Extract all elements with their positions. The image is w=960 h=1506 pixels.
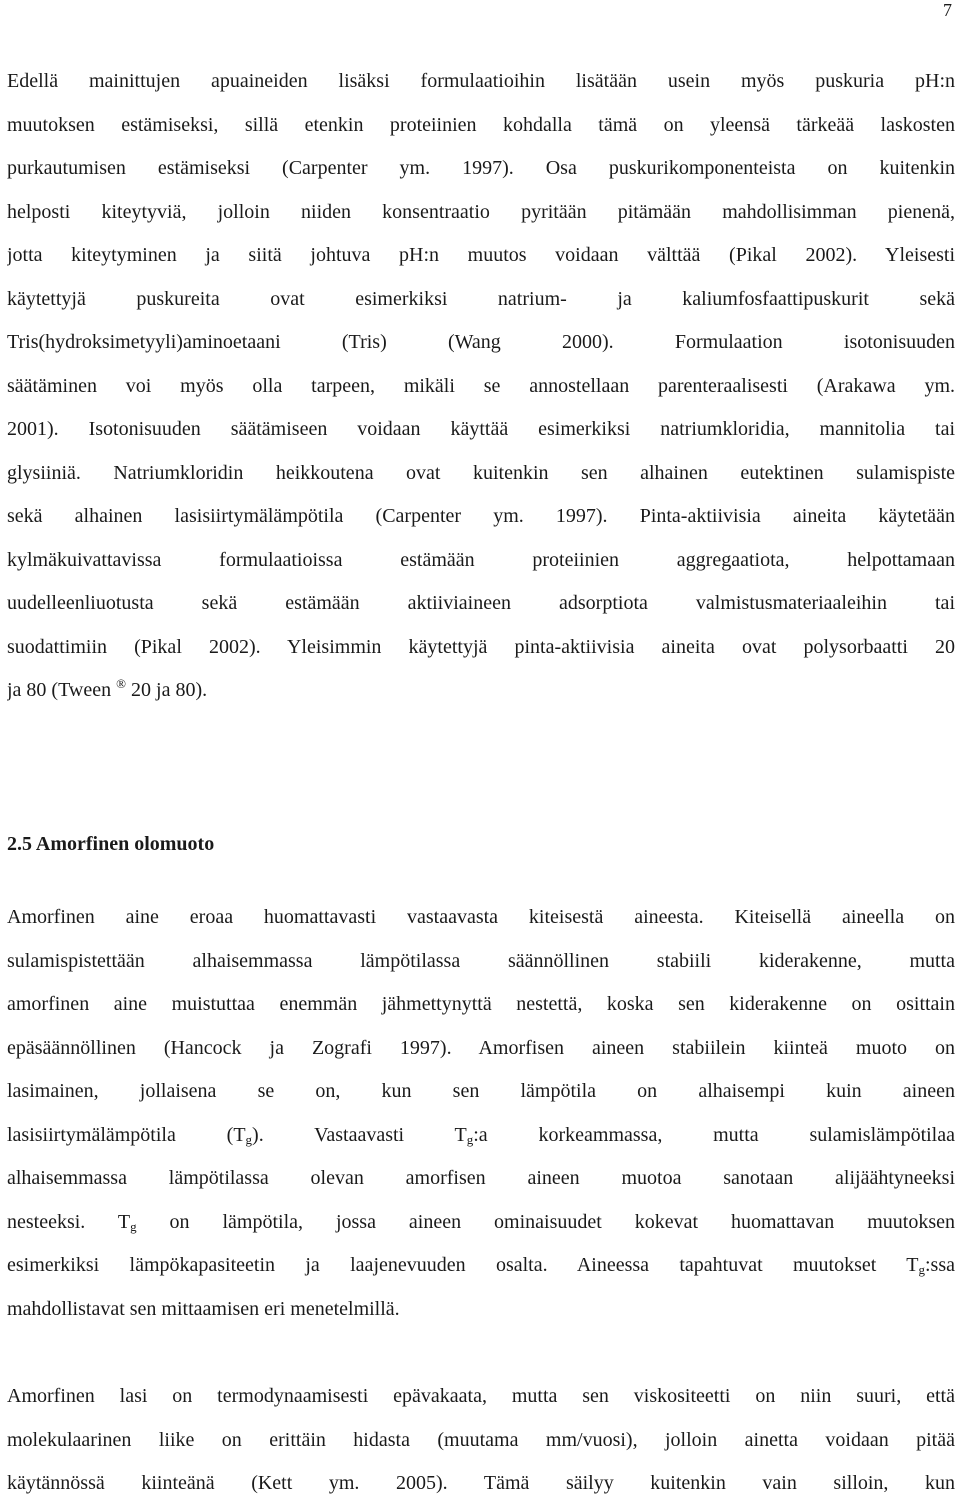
text-line: Amorfinen lasi on termodynaamisesti epävakaata, mutta sen viskositeetti on niin suuri, että [7,1385,955,1407]
text-fragment: lasisiirtymälämpötila (T [7,1123,246,1146]
text-line: glysiiniä. Natriumkloridin heikkoutena ovat kuitenkin sen alhainen eutektinen sulamispiste [7,461,955,484]
text-fragment: ). Vastaavasti T [252,1123,467,1146]
subscript: g [245,1131,253,1147]
text-line [7,1244,955,1288]
registered-trademark-mark: ® [116,676,127,691]
text-line: helposti kiteytyviä, jolloin niiden konsentraatio pyritään pitämään mahdollisimman pienenä, [7,200,955,223]
text-line: suodattimiin (Pikal 2002). Yleisimmin käytettyjä pinta-aktiivisia aineita ovat polysorbaatti 20 [7,635,955,658]
text-line: epäsäännöllinen (Hancock ja Zografi 1997). Amorfisen aineen stabiilein kiinteä muoto on [7,1036,955,1059]
text-fragment: :ssa [925,1254,955,1276]
text-line: uudelleenliuotusta sekä estämään aktiiviaineen adsorptiota valmistusmateriaaleihin tai [7,592,955,614]
text-line: molekulaarinen liike on erittäin hidasta (muutama mm/vuosi), jolloin ainetta voidaan pitää [7,1428,955,1451]
subscript: g [918,1262,925,1277]
text-line: Amorfinen aine eroaa huomattavasti vastaavasta kiteisestä aineesta. Kiteisellä aineella on [7,906,955,928]
section-heading: 2.5 Amorfinen olomuoto [7,833,215,855]
page-number: 7 [943,0,952,20]
text-line: alhaisemmassa lämpötilassa olevan amorfisen aineen muotoa sanotaan alijäähtyneeksi [7,1167,955,1189]
text-line: jotta kiteytyminen ja siitä johtuva pH:n muutos voidaan välttää (Pikal 2002). Yleisesti [7,244,955,266]
text-line: lasimainen, jollaisena se on, kun sen lämpötila on alhaisempi kuin aineen [7,1080,955,1102]
text-fragment: on lämpötila, jossa aineen ominaisuudet kokevat huomattavan muutoksen [136,1210,955,1233]
text-line: Edellä mainittujen apuaineiden lisäksi formulaatioihin lisätään usein myös puskuria pH:n [7,70,955,92]
text-line: 2001). Isotonisuuden säätämiseen voidaan käyttää esimerkiksi natriumkloridia, mannitolia tai [7,418,955,440]
text-fragment: nesteeksi. T [7,1210,131,1233]
text-line: purkautumisen estämiseksi (Carpenter ym. 1997). Osa puskurikomponenteista on kuitenkin [7,157,955,179]
text-line: Tris(hydroksimetyyli)aminoetaani (Tris) (Wang 2000). Formulaation isotonisuuden [7,331,955,353]
text-fragment: :a korkeammassa, mutta sulamislämpötilaa [473,1123,955,1146]
text-fragment: 20 ja 80). [126,679,208,701]
text-line: muutoksen estämiseksi, sillä etenkin proteiinien kohdalla tämä on yleensä tärkeää laskosten [7,113,955,136]
subscript: g [130,1218,137,1234]
text-line: amorfinen aine muistuttaa enemmän jähmettynyttä nestettä, koska sen kiderakenne on osittain [7,993,955,1015]
text-line: sulamispistettään alhaisemmassa lämpötilassa säännöllinen stabiili kiderakenne, mutta [7,949,955,972]
text-line: käytettyjä puskureita ovat esimerkiksi natrium- ja kaliumfosfaattipuskurit sekä [7,287,955,310]
text-line: käytännössä kiinteänä (Kett ym. 2005). Tämä säilyy kuitenkin vain silloin, kun [7,1472,955,1494]
paragraph-amorphous-glass [7,1375,955,1506]
text-line-last [7,669,955,713]
text-line-last: mahdollistavat sen mittaamisen eri menetelmillä. [7,1297,400,1320]
text-line [7,1201,955,1245]
text-line: sekä alhainen lasisiirtymälämpötila (Carpenter ym. 1997). Pinta-aktiivisia aineita käytetään [7,505,955,527]
paragraph-buffers-excipients [7,60,955,713]
paragraph-amorphous-state [7,896,955,1331]
text-line: säätäminen voi myös olla tarpeen, mikäli se annostellaan parenteraalisesti (Arakawa ym. [7,374,955,397]
subscript: g [466,1131,474,1147]
text-fragment: esimerkiksi lämpökapasiteetin ja laajenevuuden osalta. Aineessa tapahtuvat muutokset T [7,1254,919,1276]
text-line [7,1114,955,1158]
text-fragment: ja 80 (Tween [7,679,112,701]
text-line: kylmäkuivattavissa formulaatioissa estämään proteiinien aggregaatiota, helpottamaan [7,548,955,571]
